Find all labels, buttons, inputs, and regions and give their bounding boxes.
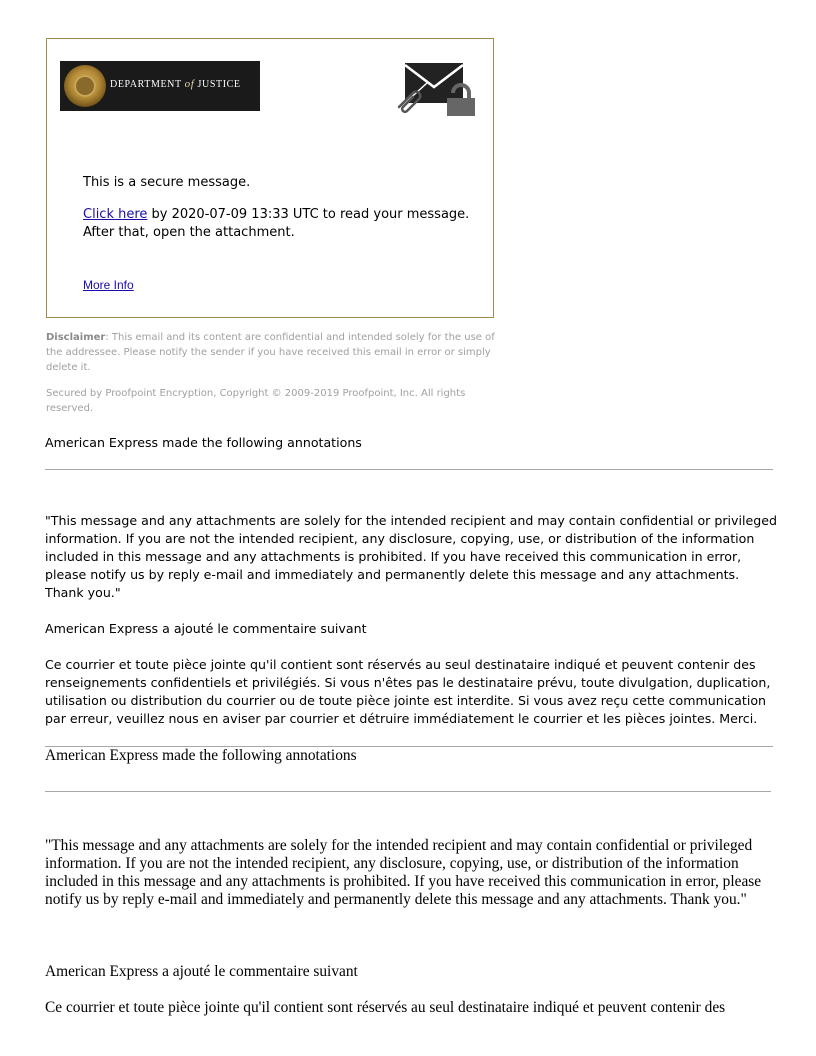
divider <box>45 791 771 792</box>
disclaimer-text: : This email and its content are confidential and intended solely for the use of the addressee. Please notify the sender if you have received this email in error or simply delete it. <box>46 332 495 373</box>
secure-message-heading: This is a secure message. <box>83 175 251 190</box>
read-message-line <box>83 207 469 222</box>
doj-seal-icon <box>64 65 106 107</box>
annotation-fr-body: Ce courrier et toute pièce jointe qu'il contient sont réservés au seul destinataire indiqué et peuvent contenir des renseignements confidentiels et privilégiés. Si vous n'êtes pas le destinataire prévu, toute divulgation, duplication, utilisation ou distribution du courrier ou de toute pièce jointe est interdite. Si vous avez reçu cette communication par erreur, veuillez nous en aviser par courrier et détruire immédiatement le courrier et les pièces jointes. Merci. <box>45 657 771 726</box>
annotation-body: "This message and any attachments are solely for the intended recipient and may contain confidential or privileged information. If you are not the intended recipient, any disclosure, copying, use, or distribution of the information included in this message and any attachments is prohibited. If you have received this communication in error, please notify us by reply e-mail and immediately and permanently delete this message and any attachments. Thank you." <box>45 513 777 600</box>
after-text: After that, open the attachment. <box>83 225 295 240</box>
click-here-link[interactable]: Click here <box>83 207 148 222</box>
more-info-link[interactable]: More Info <box>83 278 134 292</box>
copyright-notice: Secured by Proofpoint Encryption, Copyright © 2009-2019 Proofpoint, Inc. All rights reserved. <box>46 388 466 414</box>
doj-logo-text: DEPARTMENT of JUSTICE <box>110 78 241 90</box>
annotation-body: "This message and any attachments are solely for the intended recipient and may contain confidential or privileged information. If you are not the intended recipient, any disclosure, copying, use, or distribution of the information included in this message and any attachments is prohibited. If you have received this communication in error, please notify us by reply e-mail and immediately and permanently delete this message and any attachments. Thank you." <box>45 837 762 908</box>
annotation-fr-heading: American Express a ajouté le commentaire suivant <box>45 963 358 980</box>
secure-message-box <box>46 38 494 318</box>
annotation-fr-body: Ce courrier et toute pièce jointe qu'il contient sont réservés au seul destinataire indiqué et peuvent contenir des <box>45 999 726 1016</box>
annotation-heading: American Express made the following annotations <box>45 435 362 450</box>
read-message-text: by 2020-07-09 13:33 UTC to read your message. <box>147 207 470 222</box>
annotation-heading: American Express made the following annotations <box>45 747 357 764</box>
divider <box>45 469 773 470</box>
envelope-paperclip-lock-icon <box>395 61 481 117</box>
disclaimer-label: Disclaimer <box>46 332 106 343</box>
annotation-fr-heading: American Express a ajouté le commentaire suivant <box>45 621 367 636</box>
disclaimer <box>46 330 496 375</box>
doj-logo <box>60 61 260 111</box>
